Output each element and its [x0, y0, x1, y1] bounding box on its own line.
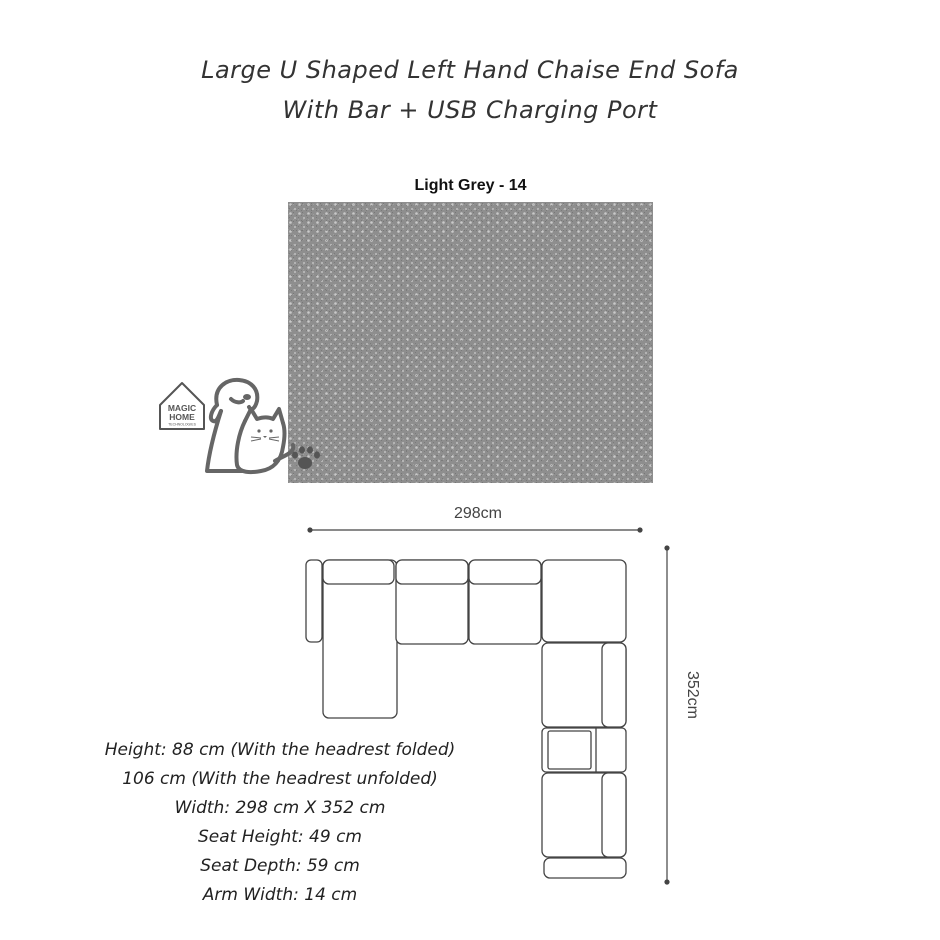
console-tray	[548, 731, 591, 769]
cat-icon	[236, 409, 293, 472]
magic-home-pet-logo	[155, 375, 330, 480]
logo-text-home: HOME	[169, 412, 195, 422]
middle-backrest-1	[396, 560, 468, 584]
spec-height-unfolded: 106 cm (With the headrest unfolded)	[122, 769, 438, 789]
specification-list	[80, 736, 480, 910]
product-title-line-2: With Bar + USB Charging Port	[282, 96, 658, 124]
spec-width: Width: 298 cm X 352 cm	[174, 798, 386, 818]
logo-text-technologies: TECHNOLOGIES	[168, 422, 196, 427]
logo-text-magic: MAGIC	[167, 403, 197, 413]
width-dimension-line	[308, 528, 642, 532]
cat-face-icon	[257, 429, 272, 438]
middle-backrest-2	[469, 560, 541, 584]
fabric-swatch	[288, 202, 653, 483]
chaise-backrest	[323, 560, 394, 584]
dog-icon	[207, 380, 257, 471]
depth-dimension-line	[665, 546, 669, 884]
right-backrest-upper	[602, 643, 626, 727]
spec-seat-depth: Seat Depth: 59 cm	[200, 856, 360, 876]
right-backrest-lower	[602, 773, 626, 857]
product-title-line-1: Large U Shaped Left Hand Chaise End Sofa	[201, 56, 739, 84]
end-arm	[544, 858, 626, 878]
spec-arm-width: Arm Width: 14 cm	[202, 885, 358, 905]
depth-label: 352cm	[684, 670, 701, 720]
fabric-colour-label: Light Grey - 14	[414, 177, 527, 194]
house-badge-icon	[160, 383, 204, 429]
left-arm	[306, 560, 322, 642]
corner-seat	[542, 560, 626, 642]
spec-height-folded: Height: 88 cm (With the headrest folded)	[104, 740, 456, 760]
spec-seat-height: Seat Height: 49 cm	[197, 827, 362, 847]
paw-print-icon	[292, 446, 320, 469]
width-label: 298cm	[453, 505, 503, 522]
